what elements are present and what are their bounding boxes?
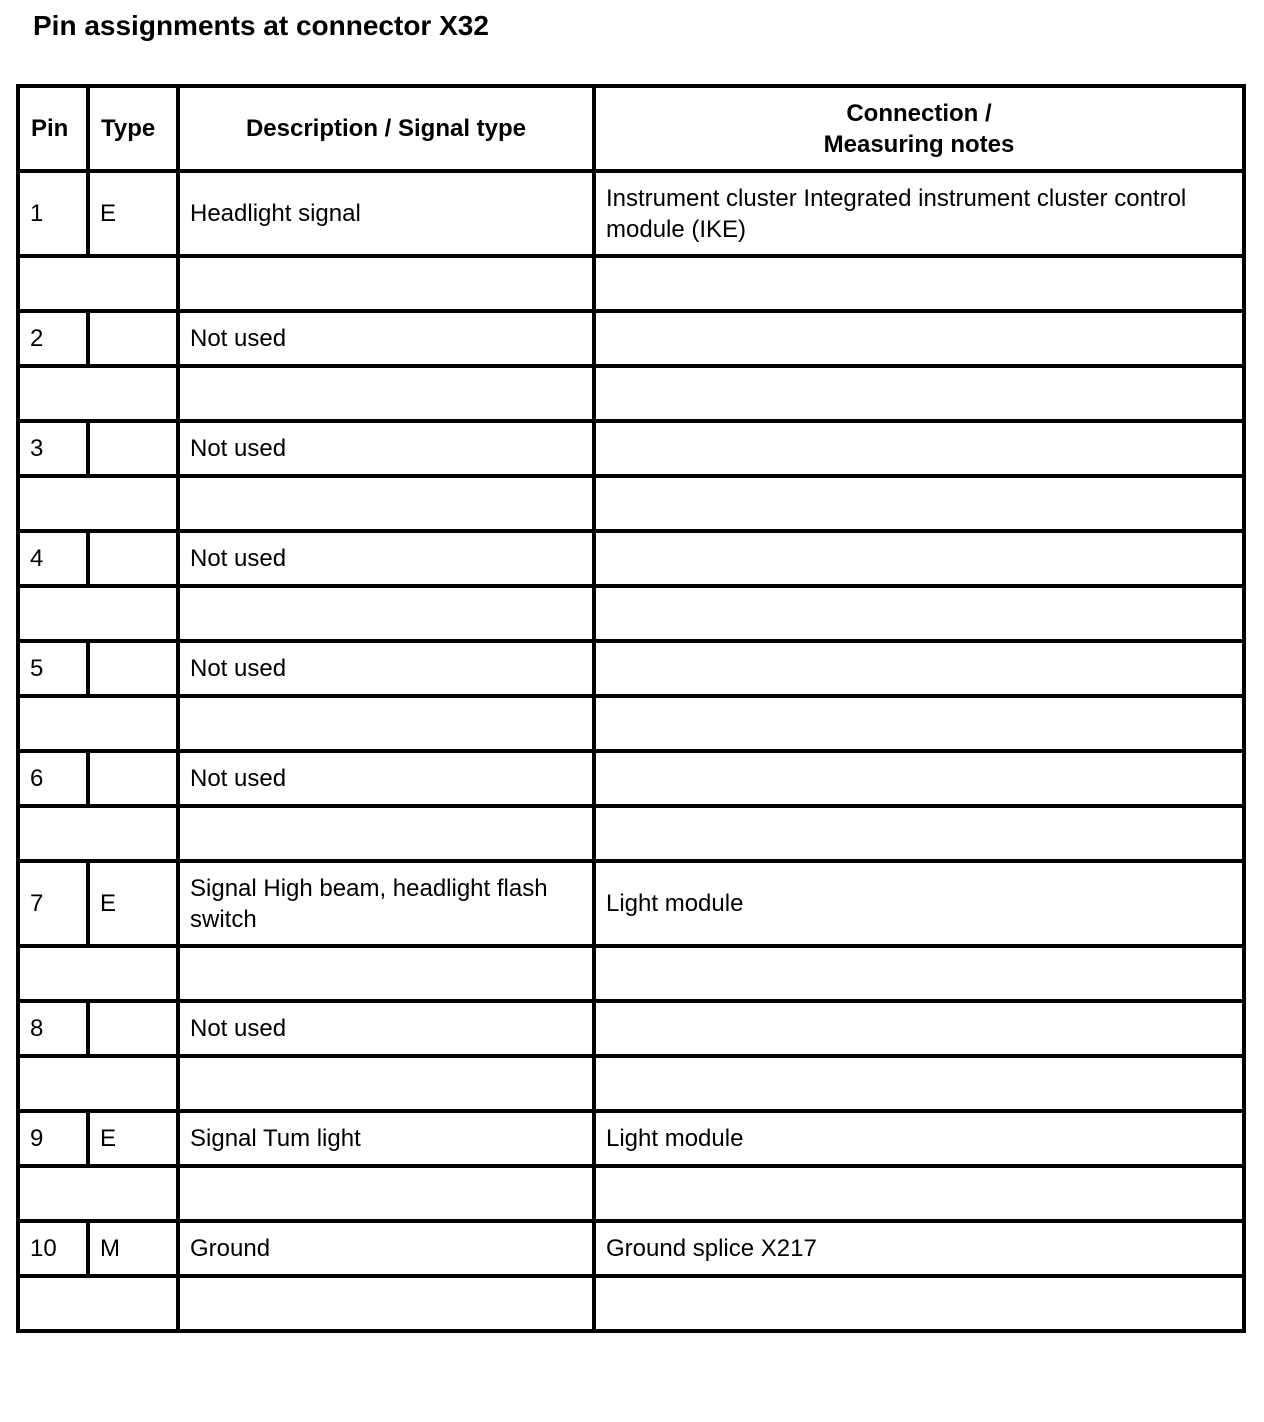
spacer-cell xyxy=(178,366,594,421)
conn-cell: Ground splice X217 xyxy=(594,1221,1244,1276)
spacer-row xyxy=(18,806,1244,861)
header-connection xyxy=(594,86,1244,171)
desc-cell: Ground xyxy=(178,1221,594,1276)
type-cell xyxy=(88,531,178,586)
spacer-cell xyxy=(594,586,1244,641)
spacer-cell xyxy=(594,806,1244,861)
spacer-row xyxy=(18,946,1244,1001)
pin-cell: 2 xyxy=(18,311,88,366)
spacer-cell xyxy=(18,1056,178,1111)
spacer-cell xyxy=(18,586,178,641)
spacer-cell xyxy=(594,946,1244,1001)
table-row xyxy=(18,641,1244,696)
spacer-row xyxy=(18,256,1244,311)
table-row xyxy=(18,421,1244,476)
type-cell: E xyxy=(88,861,178,946)
table-row xyxy=(18,861,1244,946)
conn-cell: Light module xyxy=(594,861,1244,946)
conn-cell: Light module xyxy=(594,1111,1244,1166)
type-cell xyxy=(88,421,178,476)
page-title: Pin assignments at connector X32 xyxy=(33,10,489,41)
conn-cell xyxy=(594,311,1244,366)
spacer-cell xyxy=(594,476,1244,531)
spacer-cell xyxy=(178,1056,594,1111)
spacer-cell xyxy=(18,256,178,311)
type-cell xyxy=(88,1001,178,1056)
conn-cell xyxy=(594,751,1244,806)
spacer-cell xyxy=(18,806,178,861)
header-type: Type xyxy=(88,86,178,171)
spacer-row xyxy=(18,1166,1244,1221)
header-connection-line2: Measuring notes xyxy=(823,130,1015,158)
type-cell xyxy=(88,641,178,696)
pin-cell: 6 xyxy=(18,751,88,806)
table-row xyxy=(18,311,1244,366)
pin-cell: 8 xyxy=(18,1001,88,1056)
desc-cell: Not used xyxy=(178,311,594,366)
spacer-cell xyxy=(18,1166,178,1221)
type-cell xyxy=(88,751,178,806)
spacer-cell xyxy=(594,366,1244,421)
conn-cell xyxy=(594,531,1244,586)
spacer-cell xyxy=(178,1276,594,1331)
spacer-cell xyxy=(18,946,178,1001)
pin-cell: 3 xyxy=(18,421,88,476)
type-cell xyxy=(88,311,178,366)
spacer-cell xyxy=(178,256,594,311)
pin-assignment-table xyxy=(16,84,1246,1333)
desc-cell: Signal High beam, headlight flash switch xyxy=(178,861,594,946)
pin-cell: 10 xyxy=(18,1221,88,1276)
conn-cell xyxy=(594,1001,1244,1056)
spacer-cell xyxy=(594,1276,1244,1331)
table-row xyxy=(18,1221,1244,1276)
spacer-row xyxy=(18,1276,1244,1331)
spacer-cell xyxy=(178,946,594,1001)
table-row xyxy=(18,531,1244,586)
table-row xyxy=(18,751,1244,806)
header-connection-line1: Connection / xyxy=(846,99,992,127)
desc-cell: Not used xyxy=(178,751,594,806)
spacer-row xyxy=(18,696,1244,751)
conn-cell xyxy=(594,421,1244,476)
spacer-row xyxy=(18,476,1244,531)
pin-cell: 7 xyxy=(18,861,88,946)
desc-cell: Headlight signal xyxy=(178,171,594,256)
desc-cell: Not used xyxy=(178,641,594,696)
table-row xyxy=(18,1001,1244,1056)
type-cell: M xyxy=(88,1221,178,1276)
pin-cell: 4 xyxy=(18,531,88,586)
table-row xyxy=(18,1111,1244,1166)
spacer-cell xyxy=(594,1166,1244,1221)
spacer-cell xyxy=(178,586,594,641)
spacer-cell xyxy=(178,1166,594,1221)
type-cell: E xyxy=(88,171,178,256)
spacer-cell xyxy=(594,1056,1244,1111)
pin-cell: 1 xyxy=(18,171,88,256)
table-header-row xyxy=(18,86,1244,171)
desc-cell: Not used xyxy=(178,1001,594,1056)
pin-cell: 5 xyxy=(18,641,88,696)
conn-cell: Instrument cluster Integrated instrument cluster control module (IKE) xyxy=(594,171,1244,256)
pin-cell: 9 xyxy=(18,1111,88,1166)
spacer-row xyxy=(18,1056,1244,1111)
spacer-cell xyxy=(594,256,1244,311)
spacer-cell xyxy=(18,476,178,531)
spacer-cell xyxy=(18,366,178,421)
conn-cell xyxy=(594,641,1244,696)
spacer-cell xyxy=(594,696,1244,751)
spacer-row xyxy=(18,366,1244,421)
header-description: Description / Signal type xyxy=(178,86,594,171)
type-cell: E xyxy=(88,1111,178,1166)
spacer-cell xyxy=(178,806,594,861)
spacer-cell xyxy=(178,476,594,531)
spacer-cell xyxy=(18,1276,178,1331)
desc-cell: Signal Tum light xyxy=(178,1111,594,1166)
table-row xyxy=(18,171,1244,256)
spacer-cell xyxy=(18,696,178,751)
spacer-row xyxy=(18,586,1244,641)
desc-cell: Not used xyxy=(178,531,594,586)
spacer-cell xyxy=(178,696,594,751)
header-pin: Pin xyxy=(18,86,88,171)
desc-cell: Not used xyxy=(178,421,594,476)
